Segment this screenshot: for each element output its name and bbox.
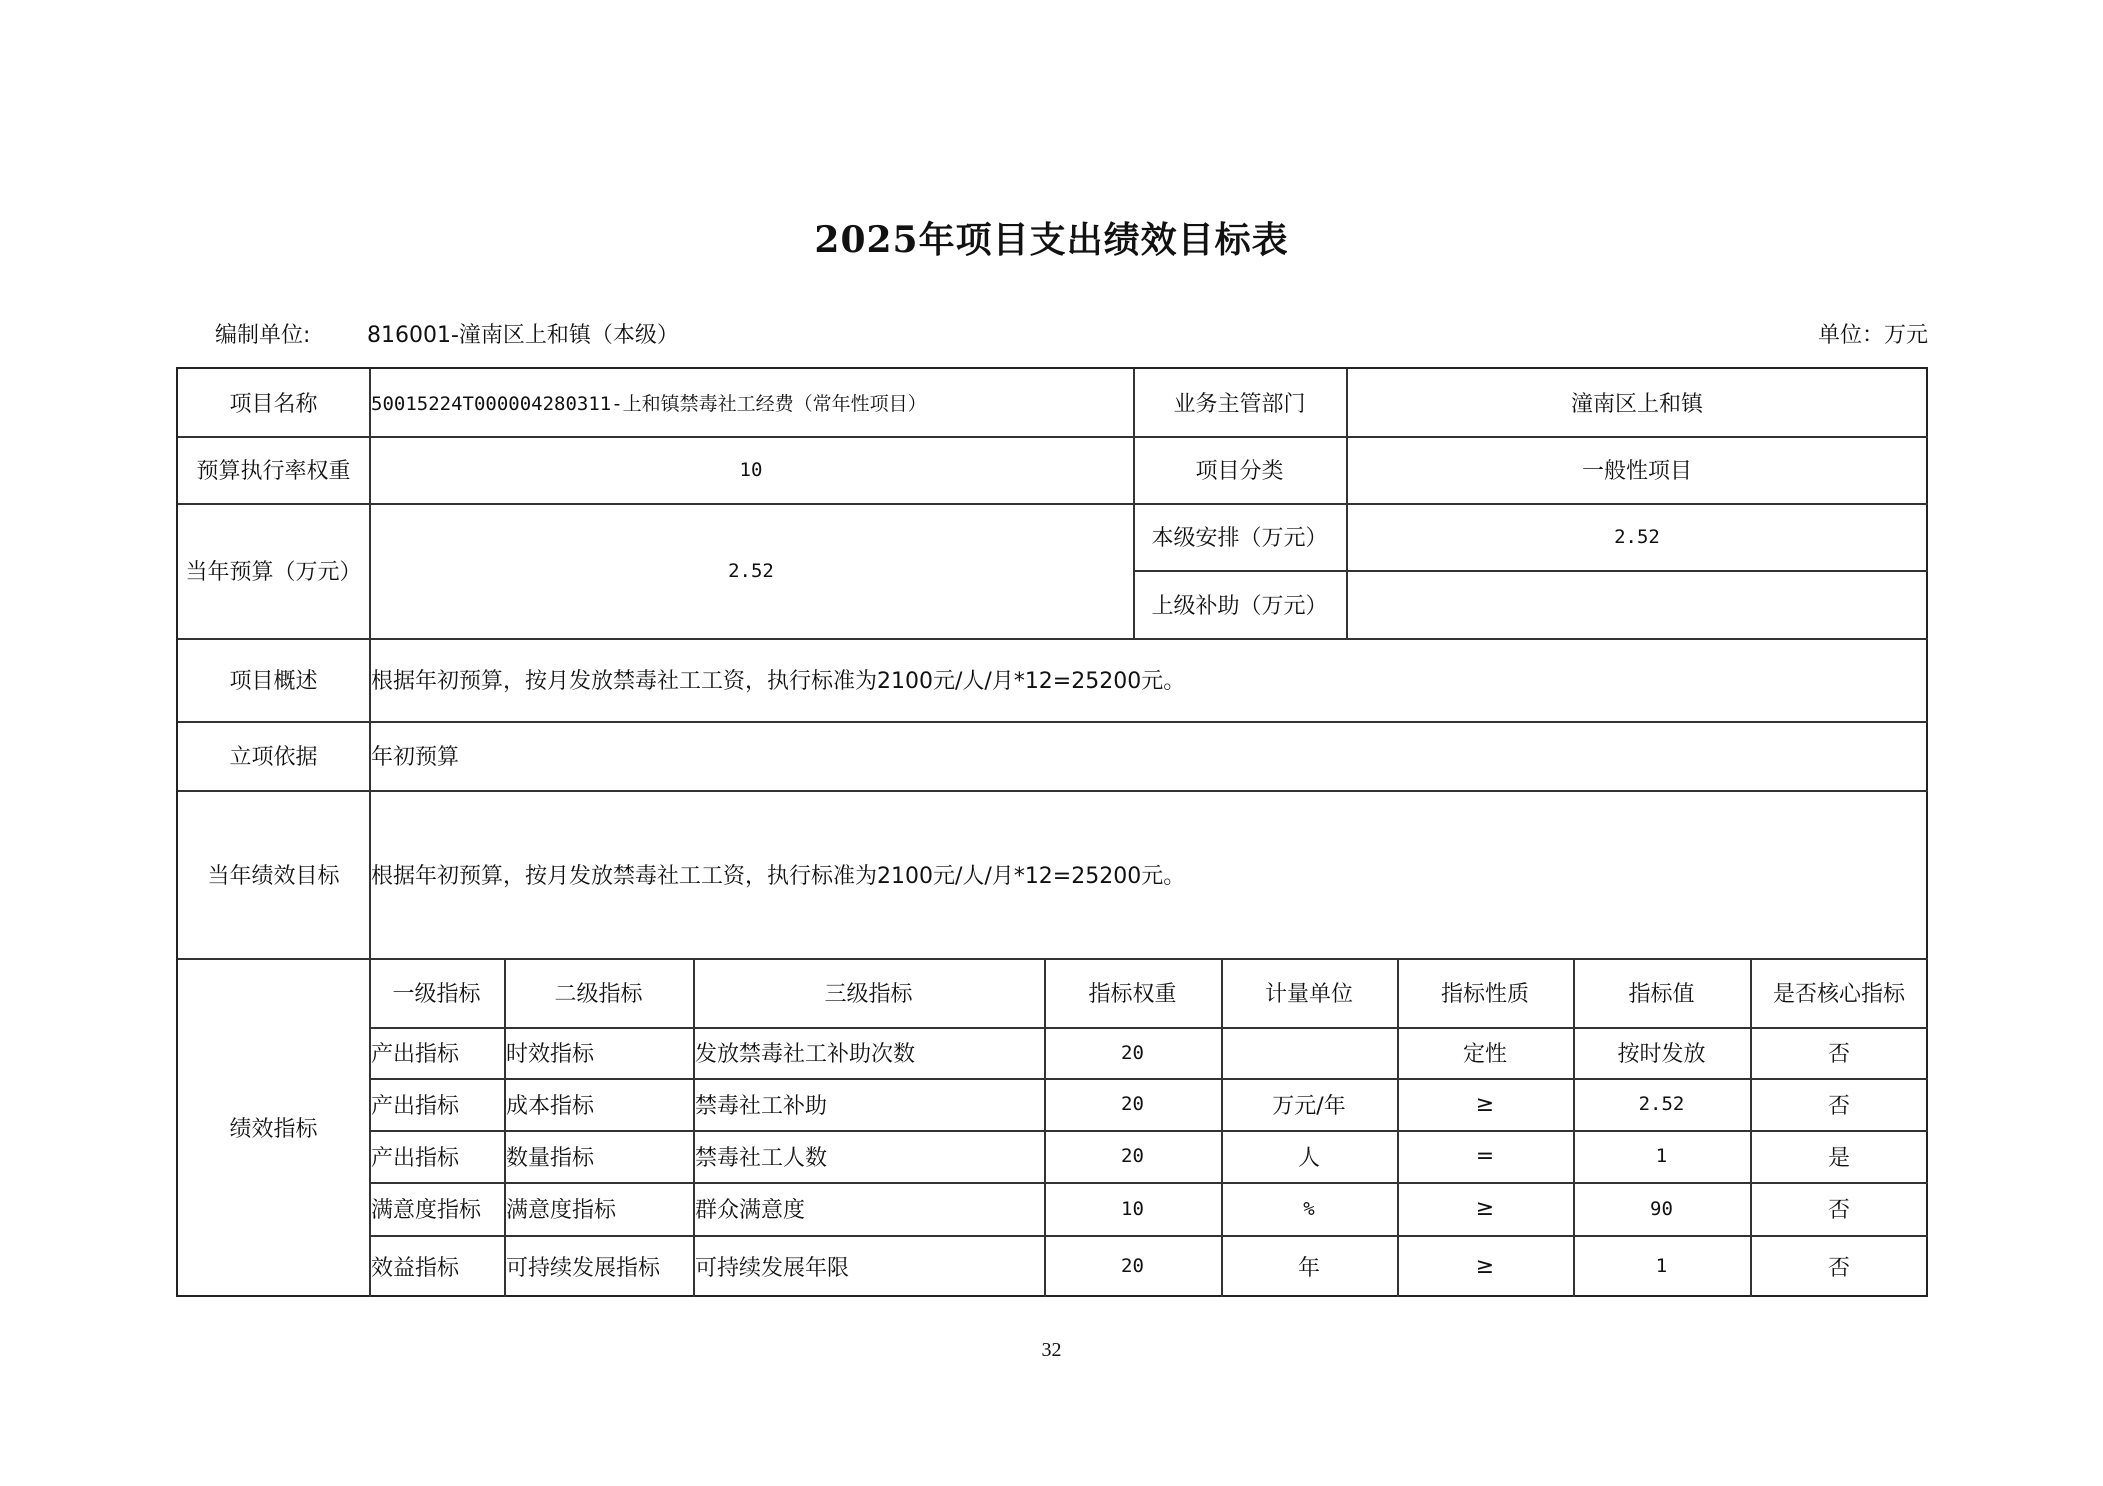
- ind-cell: 成本指标: [506, 1093, 595, 1119]
- ind-cell: 时效指标: [506, 1042, 595, 1067]
- org-label: 编制单位:: [215, 323, 311, 348]
- category-label: 项目分类: [1195, 459, 1284, 484]
- ind-cell: 满意度指标: [506, 1198, 617, 1223]
- ind-cell: 按时发放: [1617, 1042, 1706, 1067]
- page-title: 2025年项目支出绩效目标表: [814, 219, 1289, 261]
- ind-cell: 否: [1827, 1255, 1850, 1281]
- ind-cell: =: [1475, 1143, 1495, 1169]
- ind-cell: 发放禁毒社工补助次数: [695, 1042, 916, 1067]
- overview-value: 根据年初预算，按月发放禁毒社工工资，执行标准为2100元/人/月*12=25200元。: [371, 669, 1186, 694]
- upper-label: 上级补助（万元）: [1151, 593, 1328, 619]
- upper-value: [1346, 570, 1928, 638]
- ind-cell: ≥: [1475, 1091, 1495, 1117]
- ind-cell: 数量指标: [506, 1145, 595, 1171]
- performance-table: [176, 367, 1928, 1297]
- ind-cell: 90: [1650, 1197, 1673, 1220]
- dept-value: 潼南区上和镇: [1570, 392, 1703, 417]
- ind-cell: 效益指标: [371, 1255, 460, 1281]
- page-number: 32: [1041, 1339, 1062, 1361]
- budget-value: 2.52: [728, 559, 774, 582]
- ind-cell: 否: [1827, 1042, 1850, 1067]
- ind-cell: 群众满意度: [695, 1198, 806, 1223]
- ind-cell: ≥: [1475, 1196, 1495, 1221]
- indicators-label: 绩效指标: [229, 1117, 318, 1142]
- ind-cell: 人: [1297, 1145, 1320, 1171]
- ind-cell: 禁毒社工补助: [695, 1093, 828, 1119]
- category-value: 一般性项目: [1581, 459, 1692, 484]
- unit-label: 单位：万元: [1817, 323, 1928, 348]
- project-name-label: 项目名称: [229, 392, 318, 417]
- ind-cell: 可持续发展指标: [506, 1255, 661, 1281]
- dept-label: 业务主管部门: [1173, 392, 1306, 417]
- ind-header-level3: 三级指标: [824, 982, 913, 1007]
- overview-label: 项目概述: [229, 669, 318, 694]
- ind-cell: 20: [1121, 1255, 1144, 1277]
- ind-cell: 万元/年: [1272, 1093, 1346, 1119]
- ind-cell: 可持续发展年限: [695, 1255, 850, 1281]
- weight-label: 预算执行率权重: [196, 459, 351, 484]
- ind-cell: 1: [1655, 1255, 1668, 1277]
- ind-cell: 否: [1827, 1198, 1850, 1223]
- ind-cell: 20: [1121, 1093, 1144, 1115]
- ind-cell: %: [1303, 1197, 1315, 1220]
- budget-label: 当年预算（万元）: [185, 560, 362, 585]
- ind-cell: 满意度指标: [371, 1198, 482, 1223]
- ind-cell: 10: [1121, 1197, 1144, 1220]
- ind-header-unit: 计量单位: [1264, 982, 1353, 1007]
- ind-header-weight: 指标权重: [1088, 982, 1177, 1007]
- ind-cell: 是: [1827, 1145, 1850, 1171]
- local-label: 本级安排（万元）: [1151, 526, 1328, 551]
- local-value: 2.52: [1614, 525, 1660, 548]
- basis-label: 立项依据: [229, 745, 318, 770]
- ind-cell: 年: [1297, 1255, 1320, 1281]
- ind-cell: 否: [1827, 1093, 1850, 1119]
- ind-cell: 20: [1121, 1145, 1144, 1167]
- ind-header-nature: 指标性质: [1440, 982, 1529, 1007]
- org-value: 816001-潼南区上和镇（本级）: [367, 323, 679, 348]
- ind-header-level2: 二级指标: [554, 982, 643, 1007]
- goal-value: 根据年初预算，按月发放禁毒社工工资，执行标准为2100元/人/月*12=25200元。: [371, 863, 1186, 889]
- ind-cell: 产出指标: [371, 1145, 460, 1171]
- ind-cell: [1221, 1027, 1397, 1078]
- project-name-value: 50015224T000004280311-上和镇禁毒社工经费（常年性项目）: [371, 393, 927, 415]
- ind-cell: 2.52: [1638, 1093, 1685, 1115]
- ind-cell: 产出指标: [371, 1093, 460, 1119]
- ind-cell: ≥: [1475, 1253, 1495, 1279]
- ind-header-core: 是否核心指标: [1772, 982, 1905, 1007]
- basis-value: 年初预算: [371, 745, 460, 770]
- goal-label: 当年绩效目标: [207, 863, 340, 889]
- ind-cell: 产出指标: [371, 1042, 460, 1067]
- ind-cell: 禁毒社工人数: [695, 1145, 828, 1171]
- ind-cell: 定性: [1462, 1042, 1507, 1067]
- ind-cell: 1: [1655, 1145, 1668, 1167]
- ind-cell: 20: [1121, 1041, 1144, 1064]
- weight-value: 10: [739, 458, 763, 481]
- ind-header-value: 指标值: [1628, 982, 1695, 1007]
- ind-header-level1: 一级指标: [392, 982, 481, 1007]
